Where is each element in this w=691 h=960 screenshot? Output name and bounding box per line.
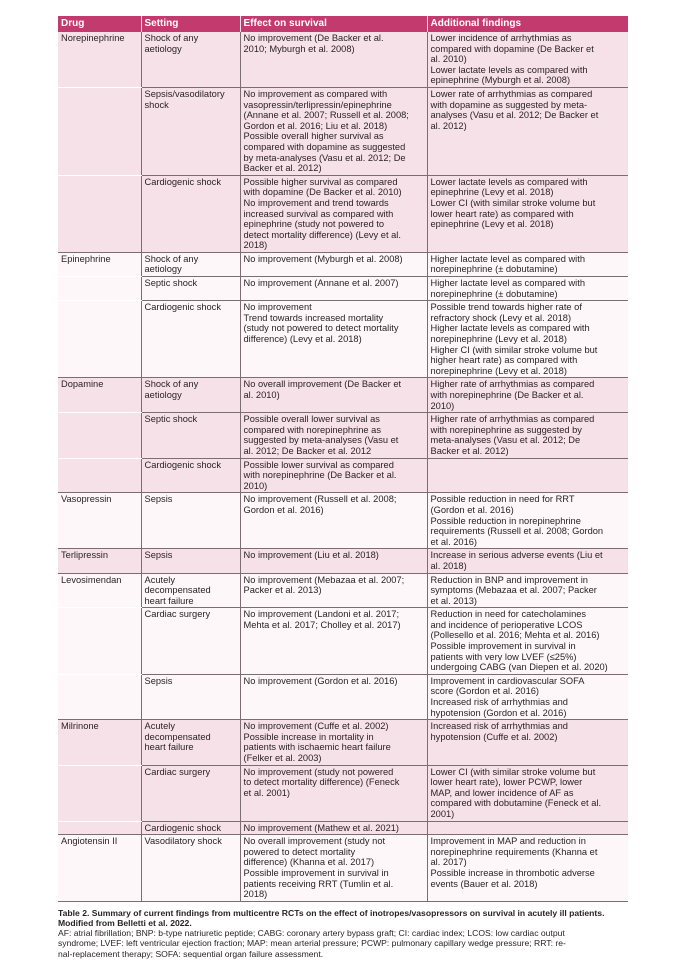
effect-text-line: No improvement (Myburgh et al. 2008) (243, 253, 403, 264)
findings-text-line: with norepinephrine (De Backer et al. (430, 390, 584, 400)
cell-effect-on-survival (240, 549, 427, 573)
effect-text-line: Possible overall lower survival as (243, 414, 380, 425)
cell-additional-findings (427, 87, 628, 175)
effect-text-line: No improvement (Liu et al. 2018) (243, 550, 379, 561)
cell-drug (58, 301, 141, 378)
cell-additional-findings (427, 458, 628, 493)
cell-setting (141, 835, 240, 902)
setting-text-line: Cardiac surgery (144, 609, 211, 620)
table-row (58, 277, 628, 301)
findings-text-line: lower heart rate) as compared with (430, 208, 574, 219)
effect-text-line: Backer et al. 2012) (243, 163, 322, 174)
findings-text-line: Higher CI (with similar stroke volume but (430, 344, 598, 355)
findings-text-line: 2001) (430, 808, 455, 819)
findings-text-line: Higher rate of arrhythmias as compared (430, 414, 595, 425)
findings-text-line: score (Gordon et al. 2016) (430, 686, 540, 697)
findings-text-line: epinephrine (Levy et al. 2018) (430, 219, 554, 230)
header-effect-on-survival: Effect on survival (240, 16, 427, 32)
cell-setting (141, 32, 240, 87)
findings-text-line: Increased risk of arrhythmias and (430, 697, 568, 708)
effect-text-line: (study not powered to detect mortality (243, 323, 399, 334)
cell-setting (141, 378, 240, 413)
table-caption (58, 908, 628, 959)
findings-text-line: norepinephrine (± dobutamine) (430, 288, 558, 299)
effect-text-line: 2018) (243, 240, 268, 251)
findings-text-line: patients with very low LVEF (≤25%) (430, 651, 577, 662)
drug-name: Angiotensin II (61, 836, 118, 847)
findings-text-line: Possible reduction in need for RRT (430, 494, 575, 505)
cell-additional-findings (427, 378, 628, 413)
effect-text-line: No improvement (243, 302, 312, 313)
findings-text-line: Backer et al. 2012) (430, 445, 509, 456)
effect-text-line: Gordon et al. 2016) (243, 504, 324, 515)
setting-text-line: Cardiogenic shock (144, 302, 221, 313)
cell-effect-on-survival (240, 674, 427, 719)
effect-text-line: No improvement (Gordon et al. 2016) (243, 675, 398, 686)
cell-additional-findings (427, 573, 628, 608)
cell-additional-findings (427, 549, 628, 573)
setting-text-line: heart failure (144, 595, 194, 606)
setting-text-line: Shock of any (144, 33, 199, 43)
findings-text-line: events (Bauer et al. 2018) (430, 878, 538, 889)
cell-effect-on-survival (240, 32, 427, 87)
findings-text-line: Reduction in need for catecholamines (430, 609, 587, 620)
findings-text-line: (Gordon et al. 2016) (430, 504, 514, 515)
cell-setting (141, 413, 240, 458)
summary-table (58, 16, 628, 902)
findings-text-line: Lower rate of arrhythmias as compared (430, 88, 593, 99)
cell-drug (58, 835, 141, 902)
cell-effect-on-survival (240, 493, 427, 549)
cell-effect-on-survival (240, 573, 427, 608)
findings-text-line: al. 2012) (430, 120, 467, 131)
findings-text-line: Increased risk of arrhythmias and (430, 721, 568, 732)
cell-drug (58, 573, 141, 608)
caption-title-line: Modified from Belletti et al. 2022. (58, 917, 192, 928)
table-row (58, 835, 628, 902)
cell-effect-on-survival (240, 821, 427, 835)
cell-effect-on-survival (240, 413, 427, 458)
table-row (58, 87, 628, 175)
effect-text-line: Possible higher survival as compared (243, 176, 398, 187)
setting-text-line: shock (144, 99, 169, 110)
effect-text-line: to detect mortality difference) (Feneck (243, 777, 400, 788)
findings-text-line: Higher lactate level as compared with (430, 278, 586, 289)
effect-text-line: 2010) (243, 480, 268, 491)
cell-additional-findings (427, 32, 628, 87)
effect-text-line: No overall improvement (De Backer et (243, 379, 402, 390)
setting-text-line: decompensated (144, 731, 211, 742)
cell-effect-on-survival (240, 378, 427, 413)
cell-setting (141, 674, 240, 719)
setting-text-line: Cardiogenic shock (144, 459, 221, 470)
cell-setting (141, 175, 240, 252)
cell-effect-on-survival (240, 765, 427, 821)
table-row (58, 674, 628, 719)
effect-text-line: al. 2010) (243, 390, 280, 400)
effect-text-line: Possible increase in mortality in (243, 731, 374, 742)
setting-text-line: aetiology (144, 43, 182, 54)
effect-text-line: difference) (Levy et al. 2018) (243, 334, 362, 345)
effect-text-line: detect mortality difference) (Levy et al. (243, 229, 401, 240)
cell-drug (58, 493, 141, 549)
table-row (58, 378, 628, 413)
effect-text-line: powered to detect mortality (243, 846, 356, 857)
table-row (58, 549, 628, 573)
effect-text-line: 2010; Myburgh et al. 2008) (243, 43, 355, 54)
findings-text-line: norepinephrine (± dobutamine) (430, 264, 558, 275)
findings-text-line: Possible increase in thrombotic adverse (430, 867, 595, 878)
effect-text-line: by meta-analyses (Vasu et al. 2012; De (243, 152, 406, 163)
effect-text-line: Possible improvement in survival in (243, 867, 389, 878)
effect-text-line: Gordon et al. 2016; Liu et al. 2018) (243, 120, 388, 131)
findings-text-line: Higher lactate level as compared with (430, 253, 586, 264)
cell-setting (141, 458, 240, 493)
effect-text-line: with dopamine (De Backer et al. 2010) (243, 187, 402, 198)
drug-name: Levosimendan (61, 574, 122, 585)
cell-additional-findings (427, 301, 628, 378)
cell-additional-findings (427, 175, 628, 252)
findings-text-line: MAP, and lower incidence of AF as (430, 787, 574, 798)
findings-text-line: higher heart rate) as compared with (430, 355, 578, 366)
cell-additional-findings (427, 765, 628, 821)
drug-name: Epinephrine (61, 253, 111, 264)
effect-text-line: No improvement (Mathew et al. 2021) (243, 822, 400, 833)
findings-text-line: epinephrine (Levy et al. 2018) (430, 187, 554, 198)
cell-setting (141, 821, 240, 835)
effect-text-line: with norepinephrine (De Backer et al. (243, 470, 397, 481)
setting-text-line: Vasodilatory shock (144, 836, 222, 847)
effect-text-line: difference) (Khanna et al. 2017) (243, 857, 375, 868)
findings-text-line: compared with dobutamine (Feneck et al. (430, 798, 602, 809)
findings-text-line: compared with dopamine (De Backer et (430, 43, 594, 54)
findings-text-line: norepinephrine (Levy et al. 2018) (430, 365, 567, 376)
effect-text-line: 2018) (243, 889, 268, 900)
effect-text-line: Possible overall higher survival as (243, 131, 384, 142)
findings-text-line: epinephrine (Myburgh et al. 2008) (430, 75, 571, 86)
effect-text-line: No improvement (Mebazaa et al. 2007; (243, 574, 405, 585)
effect-text-line: No improvement (Cuffe et al. 2002) (243, 721, 389, 732)
findings-text-line: Lower lactate levels as compared with (430, 176, 588, 187)
table-header-row (58, 16, 628, 32)
findings-text-line: Lower incidence of arrhythmias as (430, 33, 572, 43)
setting-text-line: heart failure (144, 742, 194, 753)
cell-effect-on-survival (240, 277, 427, 301)
effect-text-line: vasopressin/terlipressin/epinephrine (243, 99, 392, 110)
findings-text-line: Lower CI (with similar stroke volume but (430, 766, 596, 777)
findings-text-line: with dopamine as suggested by meta- (430, 99, 588, 110)
effect-text-line: epinephrine (study not powered to (243, 219, 385, 230)
cell-setting (141, 301, 240, 378)
cell-setting (141, 252, 240, 276)
effect-text-line: (Felker et al. 2003) (243, 753, 322, 763)
findings-text-line: Improvement in MAP and reduction in (430, 836, 586, 847)
caption-title-line: Table 2. Summary of current findings from multicentre RCTs on the effect of inotropes/vasopressors on survival in acutely ill patients. (58, 907, 605, 918)
cell-additional-findings (427, 252, 628, 276)
setting-text-line: Shock of any (144, 253, 199, 264)
effect-text-line: No improvement and trend towards (243, 197, 389, 208)
setting-text-line: decompensated (144, 585, 211, 596)
cell-additional-findings (427, 493, 628, 549)
table-row (58, 821, 628, 835)
effect-text-line: et al. 2001) (243, 787, 291, 798)
effect-text-line: Mehta et al. 2017; Cholley et al. 2017) (243, 619, 401, 630)
findings-text-line: Lower lactate levels as compared with (430, 64, 588, 75)
findings-text-line: and incidence of perioperative LCOS (430, 619, 583, 630)
setting-text-line: Septic shock (144, 414, 198, 425)
header-additional-findings: Additional findings (427, 16, 628, 32)
caption-abbreviations-line: AF: atrial fibrillation; BNP: b-type natriuretic peptide; CABG: coronary artery bypass graft; CI: cardiac index; LCOS: low cardiac output (58, 928, 565, 939)
effect-text-line: No improvement (Landoni et al. 2017; (243, 609, 400, 620)
table-row (58, 32, 628, 87)
setting-text-line: Acutely (144, 721, 175, 732)
cell-drug (58, 378, 141, 413)
findings-text-line: al. 2010) (430, 54, 467, 65)
effect-text-line: patients receiving RRT (Tumlin et al. (243, 878, 394, 889)
effect-text-line: al. 2012; De Backer et al. 2012 (243, 445, 372, 456)
cell-setting (141, 608, 240, 675)
findings-text-line: refractory shock (Levy et al. 2018) (430, 312, 572, 323)
cell-effect-on-survival (240, 835, 427, 902)
setting-text-line: Sepsis (144, 550, 173, 561)
effect-text-line: No improvement (De Backer et al. (243, 33, 384, 43)
effect-text-line: compared with norepinephrine as (243, 424, 381, 435)
setting-text-line: aetiology (144, 264, 182, 275)
setting-text-line: Cardiogenic shock (144, 822, 221, 833)
cell-additional-findings (427, 821, 628, 835)
drug-name: Milrinone (61, 721, 99, 732)
cell-effect-on-survival (240, 720, 427, 765)
cell-additional-findings (427, 674, 628, 719)
setting-text-line: Shock of any (144, 379, 199, 390)
findings-text-line: 2010) (430, 400, 455, 411)
effect-text-line: compared with dopamine as suggested (243, 141, 406, 152)
findings-text-line: analyses (Vasu et al. 2012; De Backer et (430, 110, 599, 121)
cell-drug (58, 175, 141, 252)
effect-text-line: No improvement (Russell et al. 2008; (243, 494, 397, 505)
caption-abbreviations-line: nal-replacement therapy; SOFA: sequential organ failure assessment. (58, 948, 324, 959)
header-setting: Setting (141, 16, 240, 32)
findings-text-line: symptoms (Mebazaa et al. 2007; Packer (430, 585, 597, 596)
cell-drug (58, 277, 141, 301)
setting-text-line: Sepsis (144, 675, 173, 686)
effect-text-line: suggested by meta-analyses (Vasu et (243, 435, 399, 446)
findings-text-line: al. 2017) (430, 857, 467, 868)
findings-text-line: Possible trend towards higher rate of (430, 302, 582, 313)
setting-text-line: aetiology (144, 390, 182, 400)
table-row (58, 301, 628, 378)
findings-text-line: lower heart rate), lower PCWP, lower (430, 777, 583, 788)
setting-text-line: Cardiogenic shock (144, 176, 221, 187)
effect-text-line: patients with ischaemic heart failure (243, 742, 391, 753)
table-row (58, 175, 628, 252)
cell-drug (58, 87, 141, 175)
cell-additional-findings (427, 835, 628, 902)
cell-effect-on-survival (240, 301, 427, 378)
cell-drug (58, 252, 141, 276)
findings-text-line: requirements (Russell et al. 2008; Gordon (430, 526, 604, 537)
findings-text-line: (Pollesello et al. 2016; Mehta et al. 2016) (430, 630, 600, 641)
cell-additional-findings (427, 608, 628, 675)
cell-setting (141, 573, 240, 608)
cell-drug (58, 413, 141, 458)
findings-text-line: et al. 2016) (430, 536, 478, 547)
table-row (58, 493, 628, 549)
cell-setting (141, 493, 240, 549)
findings-text-line: Reduction in BNP and improvement in (430, 574, 588, 585)
findings-text-line: hypotension (Cuffe et al. 2002) (430, 731, 558, 742)
header-drug: Drug (58, 16, 141, 32)
findings-text-line: norepinephrine (Levy et al. 2018) (430, 334, 567, 345)
findings-text-line: undergoing CABG (van Diepen et al. 2020) (430, 662, 608, 673)
findings-text-line: Higher lactate levels as compared with (430, 323, 590, 334)
findings-text-line: Improvement in cardiovascular SOFA (430, 675, 585, 686)
effect-text-line: No improvement as compared with (243, 88, 388, 99)
cell-drug (58, 674, 141, 719)
cell-effect-on-survival (240, 175, 427, 252)
table-body (58, 32, 628, 901)
cell-setting (141, 549, 240, 573)
drug-name: Norepinephrine (61, 33, 125, 43)
cell-effect-on-survival (240, 252, 427, 276)
findings-text-line: meta-analyses (Vasu et al. 2012; De (430, 435, 581, 446)
cell-drug (58, 720, 141, 765)
table-row (58, 608, 628, 675)
summary-table-container (58, 16, 628, 959)
findings-text-line: al. 2018) (430, 560, 467, 571)
effect-text-line: No improvement (Annane et al. 2007) (243, 278, 399, 289)
drug-name: Terlipressin (61, 550, 109, 561)
cell-drug (58, 549, 141, 573)
findings-text-line: Possible improvement in survival in (430, 641, 576, 652)
findings-text-line: Increase in serious adverse events (Liu et (430, 550, 603, 561)
cell-additional-findings (427, 413, 628, 458)
table-row (58, 573, 628, 608)
cell-drug (58, 458, 141, 493)
findings-text-line: Possible reduction in norepinephrine (430, 515, 581, 526)
cell-setting (141, 765, 240, 821)
effect-text-line: Packer et al. 2013) (243, 585, 322, 596)
cell-drug (58, 608, 141, 675)
effect-text-line: Possible lower survival as compared (243, 459, 394, 470)
findings-text-line: Higher rate of arrhythmias as compared (430, 379, 595, 390)
cell-setting (141, 720, 240, 765)
drug-name: Dopamine (61, 379, 104, 390)
effect-text-line: No overall improvement (study not (243, 836, 386, 847)
setting-text-line: Acutely (144, 574, 175, 585)
findings-text-line: with norepinephrine as suggested by (430, 424, 582, 435)
findings-text-line: et al. 2013) (430, 595, 478, 606)
cell-drug (58, 32, 141, 87)
effect-text-line: Trend towards increased mortality (243, 312, 384, 323)
setting-text-line: Septic shock (144, 278, 198, 289)
cell-setting (141, 87, 240, 175)
cell-effect-on-survival (240, 608, 427, 675)
drug-name: Vasopressin (61, 494, 112, 505)
table-row (58, 413, 628, 458)
cell-effect-on-survival (240, 87, 427, 175)
cell-setting (141, 277, 240, 301)
caption-abbreviations-line: syndrome; LVEF: left ventricular ejection fraction; MAP: mean arterial pressure; PCWP: pulmonary capillary wedge pressure; RRT: re- (58, 938, 566, 949)
table-row (58, 252, 628, 276)
cell-additional-findings (427, 720, 628, 765)
cell-effect-on-survival (240, 458, 427, 493)
findings-text-line: Lower CI (with similar stroke volume but (430, 197, 596, 208)
cell-drug (58, 821, 141, 835)
setting-text-line: Cardiac surgery (144, 766, 211, 777)
table-row (58, 765, 628, 821)
findings-text-line: hypotension (Gordon et al. 2016) (430, 707, 567, 718)
table-row (58, 458, 628, 493)
effect-text-line: No improvement (study not powered (243, 766, 394, 777)
effect-text-line: (Annane et al. 2007; Russell et al. 2008; (243, 110, 409, 121)
effect-text-line: increased survival as compared with (243, 208, 394, 219)
setting-text-line: Sepsis (144, 494, 173, 505)
cell-additional-findings (427, 277, 628, 301)
setting-text-line: Sepsis/vasodilatory (144, 88, 225, 99)
cell-drug (58, 765, 141, 821)
findings-text-line: norepinephrine requirements (Khanna et (430, 846, 598, 857)
table-row (58, 720, 628, 765)
